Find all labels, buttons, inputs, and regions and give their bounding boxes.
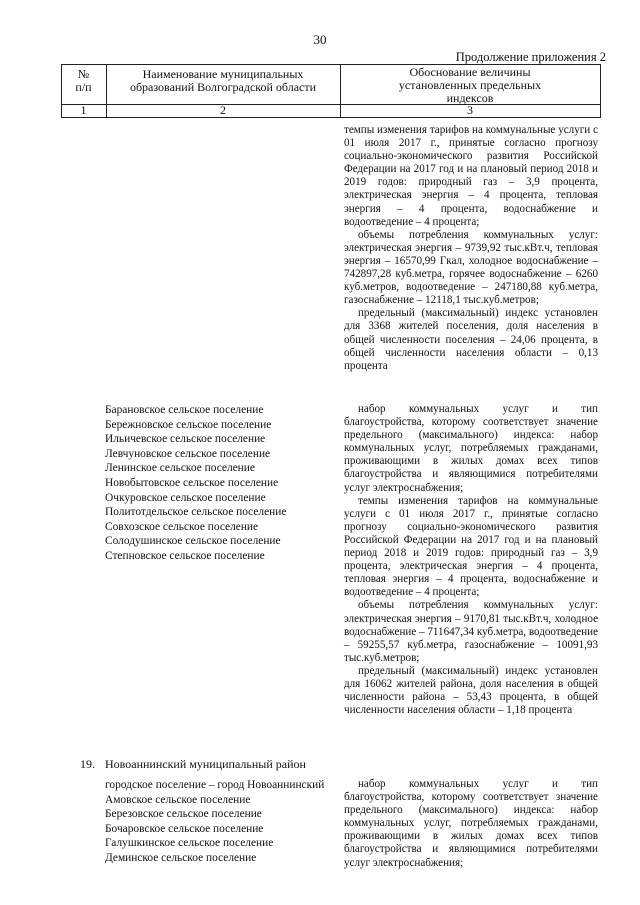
justification-block-1 xyxy=(344,124,598,373)
block2-limit-paragraph: предельный (максимальный) индекс установлен для 16062 жителей района, доля населения в общей численности района – 53,43 процента, в общей численности населения области – 1,18 процента xyxy=(344,664,598,717)
settlement-item: Очкуровское сельское поселение xyxy=(105,491,266,504)
settlement-item: Новобытовское сельское поселение xyxy=(105,476,279,489)
header-col-justification-line-1: Обоснование величины xyxy=(409,65,531,79)
settlement-item: Совхозское сельское поселение xyxy=(105,520,259,533)
settlement-item: Галушкинское сельское поселение xyxy=(105,837,274,850)
table-header xyxy=(61,64,601,118)
header-col-name-line-1: Наименование муниципальных xyxy=(142,67,304,81)
header-col-justification-line-2: установленных предельных xyxy=(398,78,542,92)
settlements-list-b xyxy=(105,778,324,866)
header-num-3: 3 xyxy=(467,103,473,117)
settlement-item: Деминское сельское поселение xyxy=(105,851,257,864)
settlement-item: Политотдельское сельское поселение xyxy=(105,506,287,519)
settlement-item: Ильичевское сельское поселение xyxy=(105,433,266,446)
header-col-name xyxy=(106,68,340,94)
settlement-item: Березовское сельское поселение xyxy=(105,808,262,821)
header-col-justification xyxy=(340,66,600,105)
settlement-item: Амовское сельское поселение xyxy=(105,793,251,806)
header-col-number xyxy=(61,68,106,94)
header-num-1: 1 xyxy=(80,103,87,117)
settlement-item: городское поселение – город Новоаннинский xyxy=(105,779,325,791)
header-col-number-line-2: п/п xyxy=(75,80,92,94)
header-num-2: 2 xyxy=(220,103,226,117)
settlement-item: Барановское сельское поселение xyxy=(105,404,264,416)
block3-services-paragraph: набор коммунальных услуг и тип благоустройства, которому соответствует значение предельного (максимального) индекса: набор коммунальных услуг, потребляемых гражданами, проживающими в жилых домах всех типов благоустройства и являющимися потребителями услуг электроснабжения; xyxy=(344,778,598,869)
settlement-item: Степновское сельское поселение xyxy=(105,549,265,562)
row-19-number: 19. xyxy=(80,757,95,771)
block2-services-paragraph: набор коммунальных услуг и тип благоустройства, которому соответствует значение предельного (максимального) индекса: набор коммунальных услуг, потребляемых гражданами, проживающими в жилых домах всех типов благоустройства и являющимися потребителями услуг электроснабжения; xyxy=(344,403,598,494)
block1-consumption-paragraph: объемы потребления коммунальных услуг: электрическая энергия – 9739,92 тыс.кВт.ч, тепловая энергия – 16570,99 Гкал, холодное водоснабжение – 742897,28 куб.метра, горячее водоснабжение – 6260 куб.метров, водоотведение – 247180,88 куб.метра, газоснабжение – 12118,1 тыс.куб.метров; xyxy=(344,228,598,307)
continuation-label: Продолжение приложения 2 xyxy=(455,50,606,64)
block1-limit-paragraph: предельный (максимальный) индекс установлен для 3368 жителей поселения, доля населения в общей численности поселения – 24,06 процента, в общей численности населения области – 0,13 процента xyxy=(344,307,598,372)
justification-block-2 xyxy=(344,403,598,717)
block2-consumption-paragraph: объемы потребления коммунальных услуг: электрическая энергия – 9170,81 тыс.кВт.ч, холодное водоснабжение – 711647,34 куб.метра, водоотведение – 59255,57 куб.метра, газоснабжение – 10091,93 тыс.куб.метров; xyxy=(344,599,598,664)
block2-tariff-paragraph: темпы изменения тарифов на коммунальные услуги с 01 июля 2017 г., принятые согласно прогнозу социально-экономического развития Российской Федерации на 2017 год и на плановый период 2018 и 2019 годов: природный газ – 3,9 процента, электрическая энергия – 4 процента, тепловая энергия – 4 процента, водоснабжение и водоотведение – 4 процента; xyxy=(344,494,598,599)
settlement-item: Солодушинское сельское поселение xyxy=(105,535,281,548)
header-col-justification-line-3: индексов xyxy=(446,91,494,105)
header-col-number-line-1: № xyxy=(77,67,90,81)
header-vrule-3 xyxy=(600,64,601,118)
header-bottom-rule xyxy=(61,117,601,118)
settlement-item: Бочаровское сельское поселение xyxy=(105,822,264,835)
page-number: 30 xyxy=(313,32,327,47)
header-col-name-line-2: образований Волгоградской области xyxy=(129,80,317,94)
justification-block-3 xyxy=(344,778,598,870)
settlement-item: Бережновское сельское поселение xyxy=(105,418,272,431)
block1-tariff-paragraph: темпы изменения тарифов на коммунальные услуги с 01 июля 2017 г., принятые согласно прогнозу социально-экономического развития Российской Федерации на 2017 год и на плановый период 2018 и 2019 годов: природный газ – 3,9 процента, электрическая энергия – 4 процента, тепловая энергия – 4 процента, водоснабжение и водоотведение – 4 процента; xyxy=(344,124,598,228)
row-19-district-name: Новоаннинский муниципальный район xyxy=(105,757,306,771)
settlement-item: Ленинское сельское поселение xyxy=(105,462,255,475)
settlement-item: Левчуновское сельское поселение xyxy=(105,447,271,460)
settlements-list-a xyxy=(105,403,286,564)
